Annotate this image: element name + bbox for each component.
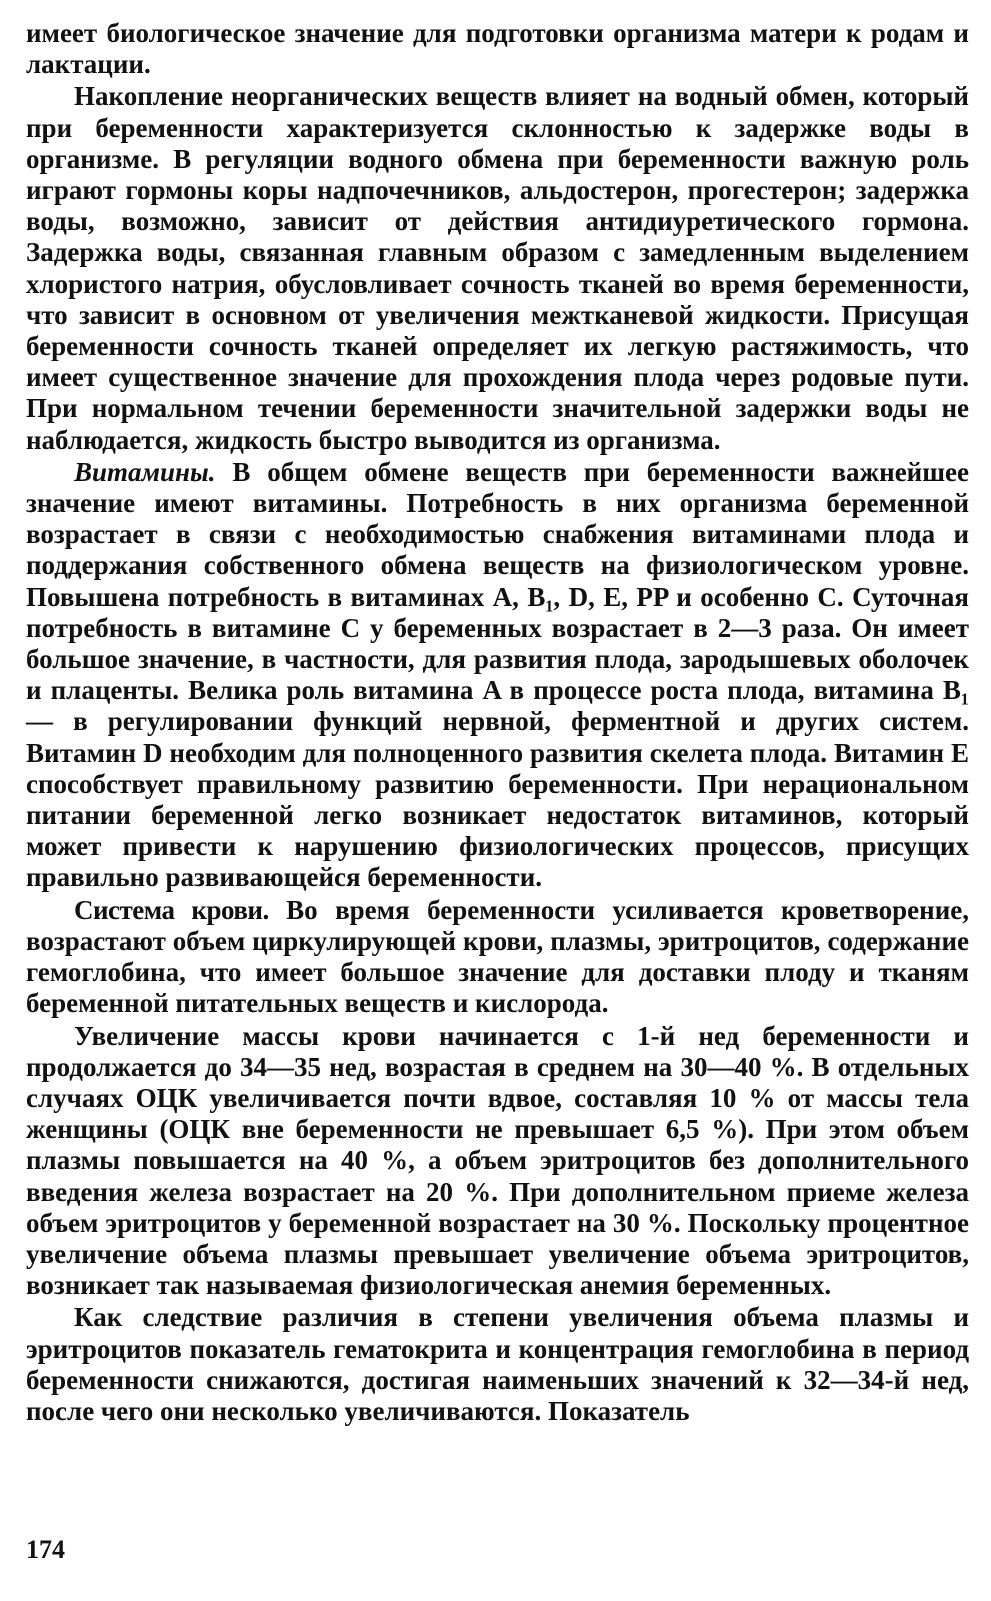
paragraph-continuation bbox=[26, 18, 969, 80]
paragraph-text: Во время беременности усиливается кроветворение, возрастают объем циркулирующей крови, плазмы, эритроцитов, содержание гемоглобина, что имеет большое значение для доставки плоду и тканям беременной питательных веществ и кислорода. bbox=[26, 894, 969, 1019]
paragraph-blood-mass bbox=[26, 1021, 969, 1302]
paragraph-hematocrit bbox=[26, 1302, 969, 1427]
paragraph-blood-system bbox=[26, 895, 969, 1020]
paragraph-text: Как следствие различия в степени увеличения объема плазмы и эритроцитов показатель гематокрита и концентрация гемоглобина в период беременности снижаются, достигая наименьших значений к 32—34-й нед, после чего они несколько увеличиваются. Показатель bbox=[26, 1302, 969, 1426]
paragraph-text: Накопление неорганических веществ влияет на водный обмен, который при беременности характеризуется склонностью к задержке воды в организме. В регуляции водного обмена при беременности важную роль играют гормоны коры надпочечников, альдостерон, прогестерон; задержка воды, возможно, зависит от действия антидиуретического гормона. Задержка воды, связанная главным образом с замедленным выделением хлористого натрия, обусловливает сочность тканей во время беременности, что зависит в основном от увеличения межтканевой жидкости. Присущая беременности сочность тканей определяет их легкую растяжимость, что имеет существенное значение для прохождения плода через родовые пути. При нормальном течении беременности значительной задержки воды не наблюдается, жидкость быстро выводится из организма. bbox=[26, 81, 969, 455]
run-in-heading-blood-system: Система крови. bbox=[74, 894, 269, 925]
paragraph-water-metabolism bbox=[26, 81, 969, 455]
paragraph-text: В общем обмене веществ при беременности важнейшее значение имеют витамины. Потребность в них организма беременной возрастает в связи с необходимостью снабжения витаминами плода и поддержания собственного обмена веществ на физиологическом уровне. Повышена потребность в витаминах A, B₁, D, E, PP и особенно C. Суточная потребность в витамине C у беременных возрастает в 2—3 раза. Он имеет большое значение, в частности, для развития плода, зародышевых оболочек и плаценты. Велика роль витамина A в процессе роста плода, витамина B₁ — в регулировании функций нервной, ферментной и других систем. Витамин D необходим для полноценного развития скелета плода. Витамин E способствует правильному развитию беременности. При нерациональном питании беременной легко возникает недостаток витаминов, который может привести к нарушению физиологических процессов, присущих правильно развивающейся беременности. bbox=[26, 456, 969, 893]
paragraph-vitamins bbox=[26, 457, 969, 894]
paragraph-text: имеет биологическое значение для подготовки организма матери к родам и лактации. bbox=[26, 18, 969, 80]
page-number: 174 bbox=[26, 1535, 65, 1564]
paragraph-text: Увеличение массы крови начинается с 1-й нед беременности и продолжается до 34—35 нед, возрастая в среднем на 30—40 %. В отдельных случаях ОЦК увеличивается почти вдвое, составляя 10 % от массы тела женщины (ОЦК вне беременности не превышает 6,5 %). При этом объем плазмы повышается на 40 %, а объем эритроцитов без дополнительного введения железа возрастает на 20 %. При дополнительном приеме железа объем эритроцитов у беременной возрастает на 30 %. Поскольку процентное увеличение объема плазмы превышает увеличение объема эритроцитов, возникает так называемая физиологическая анемия беременных. bbox=[26, 1020, 969, 1301]
run-in-heading-vitamins: Витамины. bbox=[74, 456, 216, 487]
